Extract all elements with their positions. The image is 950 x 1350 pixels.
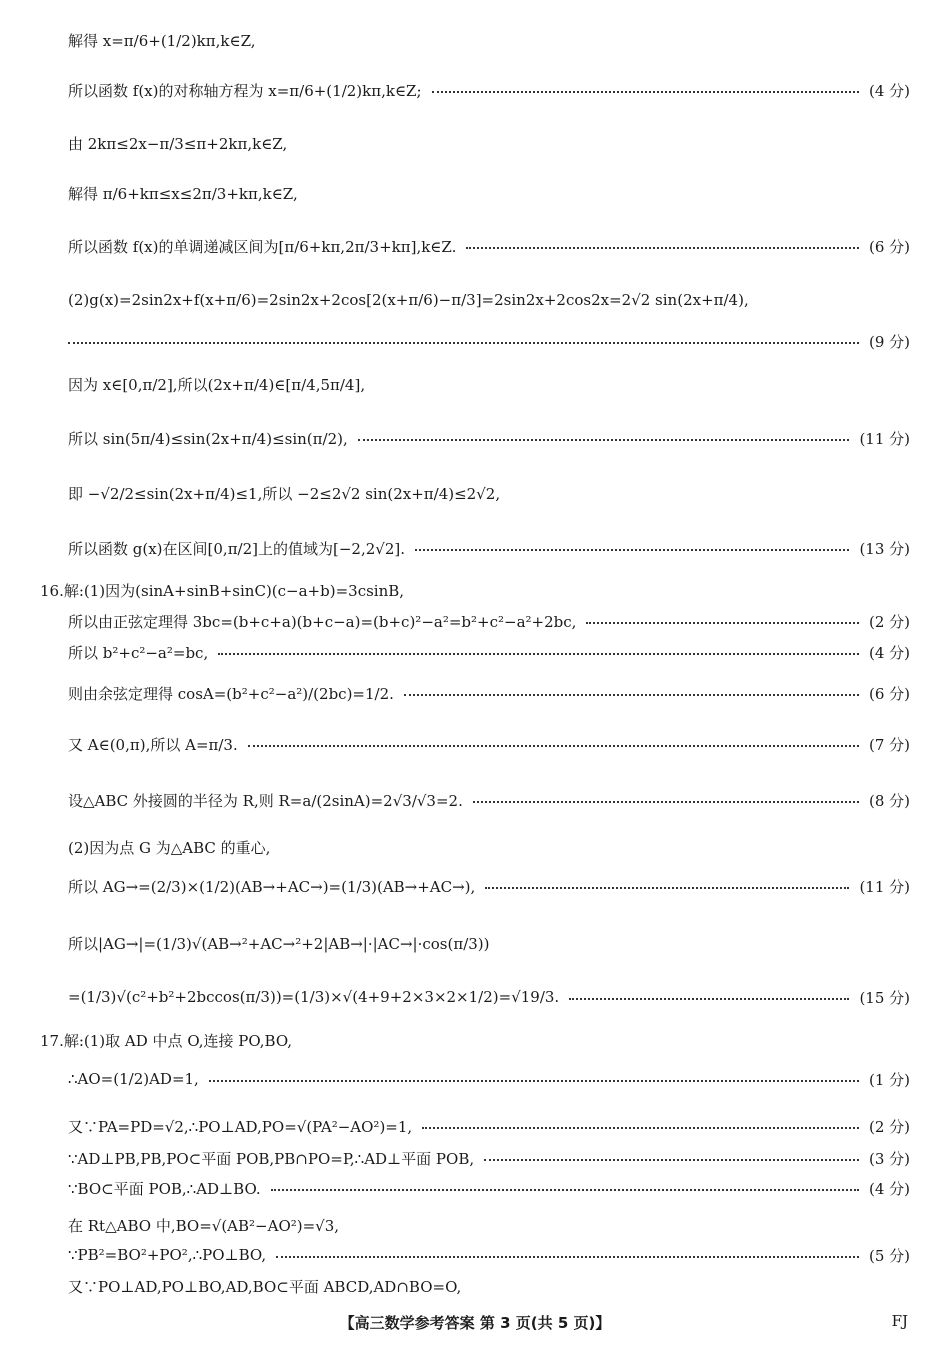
solution-line: 所以 AG→=(2/3)×(1/2)(AB→+AC→)=(1/3)(AB→+AC→), (11 分) [68, 877, 910, 896]
solution-line: 设△ABC 外接圆的半径为 R,则 R=a/(2sinA)=2√3/√3=2. (8 分) [68, 791, 910, 810]
page-footer [0, 1312, 950, 1340]
score-mark: (3 分) [868, 1149, 910, 1168]
score-mark: (9 分) [868, 332, 910, 351]
problem-16-heading: 16.解:(1)因为(sinA+sinB+sinC)(c−a+b)=3csinB, [40, 581, 405, 600]
footer-title: 【高三数学参考答案 第 3 页(共 5 页)】 [339, 1314, 611, 1332]
score-mark: (11 分) [859, 429, 910, 448]
solution-line [68, 326, 910, 356]
score-mark: (2 分) [868, 1117, 910, 1136]
solution-line: 解得 π/6+kπ≤x≤2π/3+kπ,k∈Z, [68, 184, 298, 203]
score-mark: (8 分) [868, 791, 910, 810]
solution-line: 解得 x=π/6+(1/2)kπ,k∈Z, [68, 31, 256, 50]
solution-line: =(1/3)√(c²+b²+2bccos(π/3))=(1/3)×√(4+9+2×3×2×1/2)=√19/3. (15 分) [68, 988, 910, 1007]
solution-line: 又∵PO⊥AD,PO⊥BO,AD,BO⊂平面 ABCD,AD∩BO=O, [68, 1277, 462, 1296]
solution-line: 在 Rt△ABO 中,BO=√(AB²−AO²)=√3, [68, 1216, 340, 1235]
score-mark: (4 分) [868, 81, 910, 100]
score-mark: (6 分) [868, 684, 910, 703]
solution-line: 所以由正弦定理得 3bc=(b+c+a)(b+c−a)=(b+c)²−a²=b²+c²−a²+2bc, (2 分) [68, 612, 910, 631]
solution-line: 所以 sin(5π/4)≤sin(2x+π/4)≤sin(π/2), (11 分) [68, 429, 910, 448]
score-mark: (13 分) [859, 539, 910, 558]
solution-line: 则由余弦定理得 cosA=(b²+c²−a²)/(2bc)=1/2. (6 分) [68, 684, 910, 703]
score-mark: (4 分) [868, 1179, 910, 1198]
solution-line: 所以函数 f(x)的单调递减区间为[π/6+kπ,2π/3+kπ],k∈Z. (6 分) [68, 237, 910, 256]
score-mark: (4 分) [868, 643, 910, 662]
solution-line: 所以 b²+c²−a²=bc, (4 分) [68, 643, 910, 662]
solution-line: 又∵PA=PD=√2,∴PO⊥AD,PO=√(PA²−AO²)=1, (2 分) [68, 1117, 910, 1136]
solution-line: 所以|AG→|=(1/3)√(AB→²+AC→²+2|AB→|·|AC→|·cos(π/3)) [68, 934, 490, 953]
solution-line: (2)因为点 G 为△ABC 的重心, [68, 838, 271, 857]
footer-code: FJ [891, 1312, 908, 1330]
solution-line: 所以函数 f(x)的对称轴方程为 x=π/6+(1/2)kπ,k∈Z; (4 分) [68, 81, 910, 100]
score-mark: (6 分) [868, 237, 910, 256]
solution-line: ∴AO=(1/2)AD=1, (1 分) [68, 1070, 910, 1089]
solution-line: ∵BO⊂平面 POB,∴AD⊥BO. (4 分) [68, 1179, 910, 1198]
solution-line: ∵PB²=BO²+PO²,∴PO⊥BO, (5 分) [68, 1246, 910, 1265]
score-mark: (11 分) [859, 877, 910, 896]
score-mark: (2 分) [868, 612, 910, 631]
solution-line: 因为 x∈[0,π/2],所以(2x+π/4)∈[π/4,5π/4], [68, 375, 366, 394]
problem-17-heading: 17.解:(1)取 AD 中点 O,连接 PO,BO, [40, 1031, 293, 1050]
solution-line: 即 −√2/2≤sin(2x+π/4)≤1,所以 −2≤2√2 sin(2x+π/4)≤2√2, [68, 484, 501, 503]
score-mark: (7 分) [868, 735, 910, 754]
solution-line: ∵AD⊥PB,PB,PO⊂平面 POB,PB∩PO=P,∴AD⊥平面 POB, (3 分) [68, 1149, 910, 1168]
solution-line: 又 A∈(0,π),所以 A=π/3. (7 分) [68, 735, 910, 754]
score-mark: (5 分) [868, 1246, 910, 1265]
score-mark: (15 分) [859, 988, 910, 1007]
score-mark: (1 分) [868, 1070, 910, 1089]
solution-line: 所以函数 g(x)在区间[0,π/2]上的值域为[−2,2√2]. (13 分) [68, 539, 910, 558]
solution-line: 由 2kπ≤2x−π/3≤π+2kπ,k∈Z, [68, 134, 288, 153]
solution-line: (2)g(x)=2sin2x+f(x+π/6)=2sin2x+2cos[2(x+π/6)−π/3]=2sin2x+2cos2x=2√2 sin(2x+π/4), [68, 291, 749, 309]
